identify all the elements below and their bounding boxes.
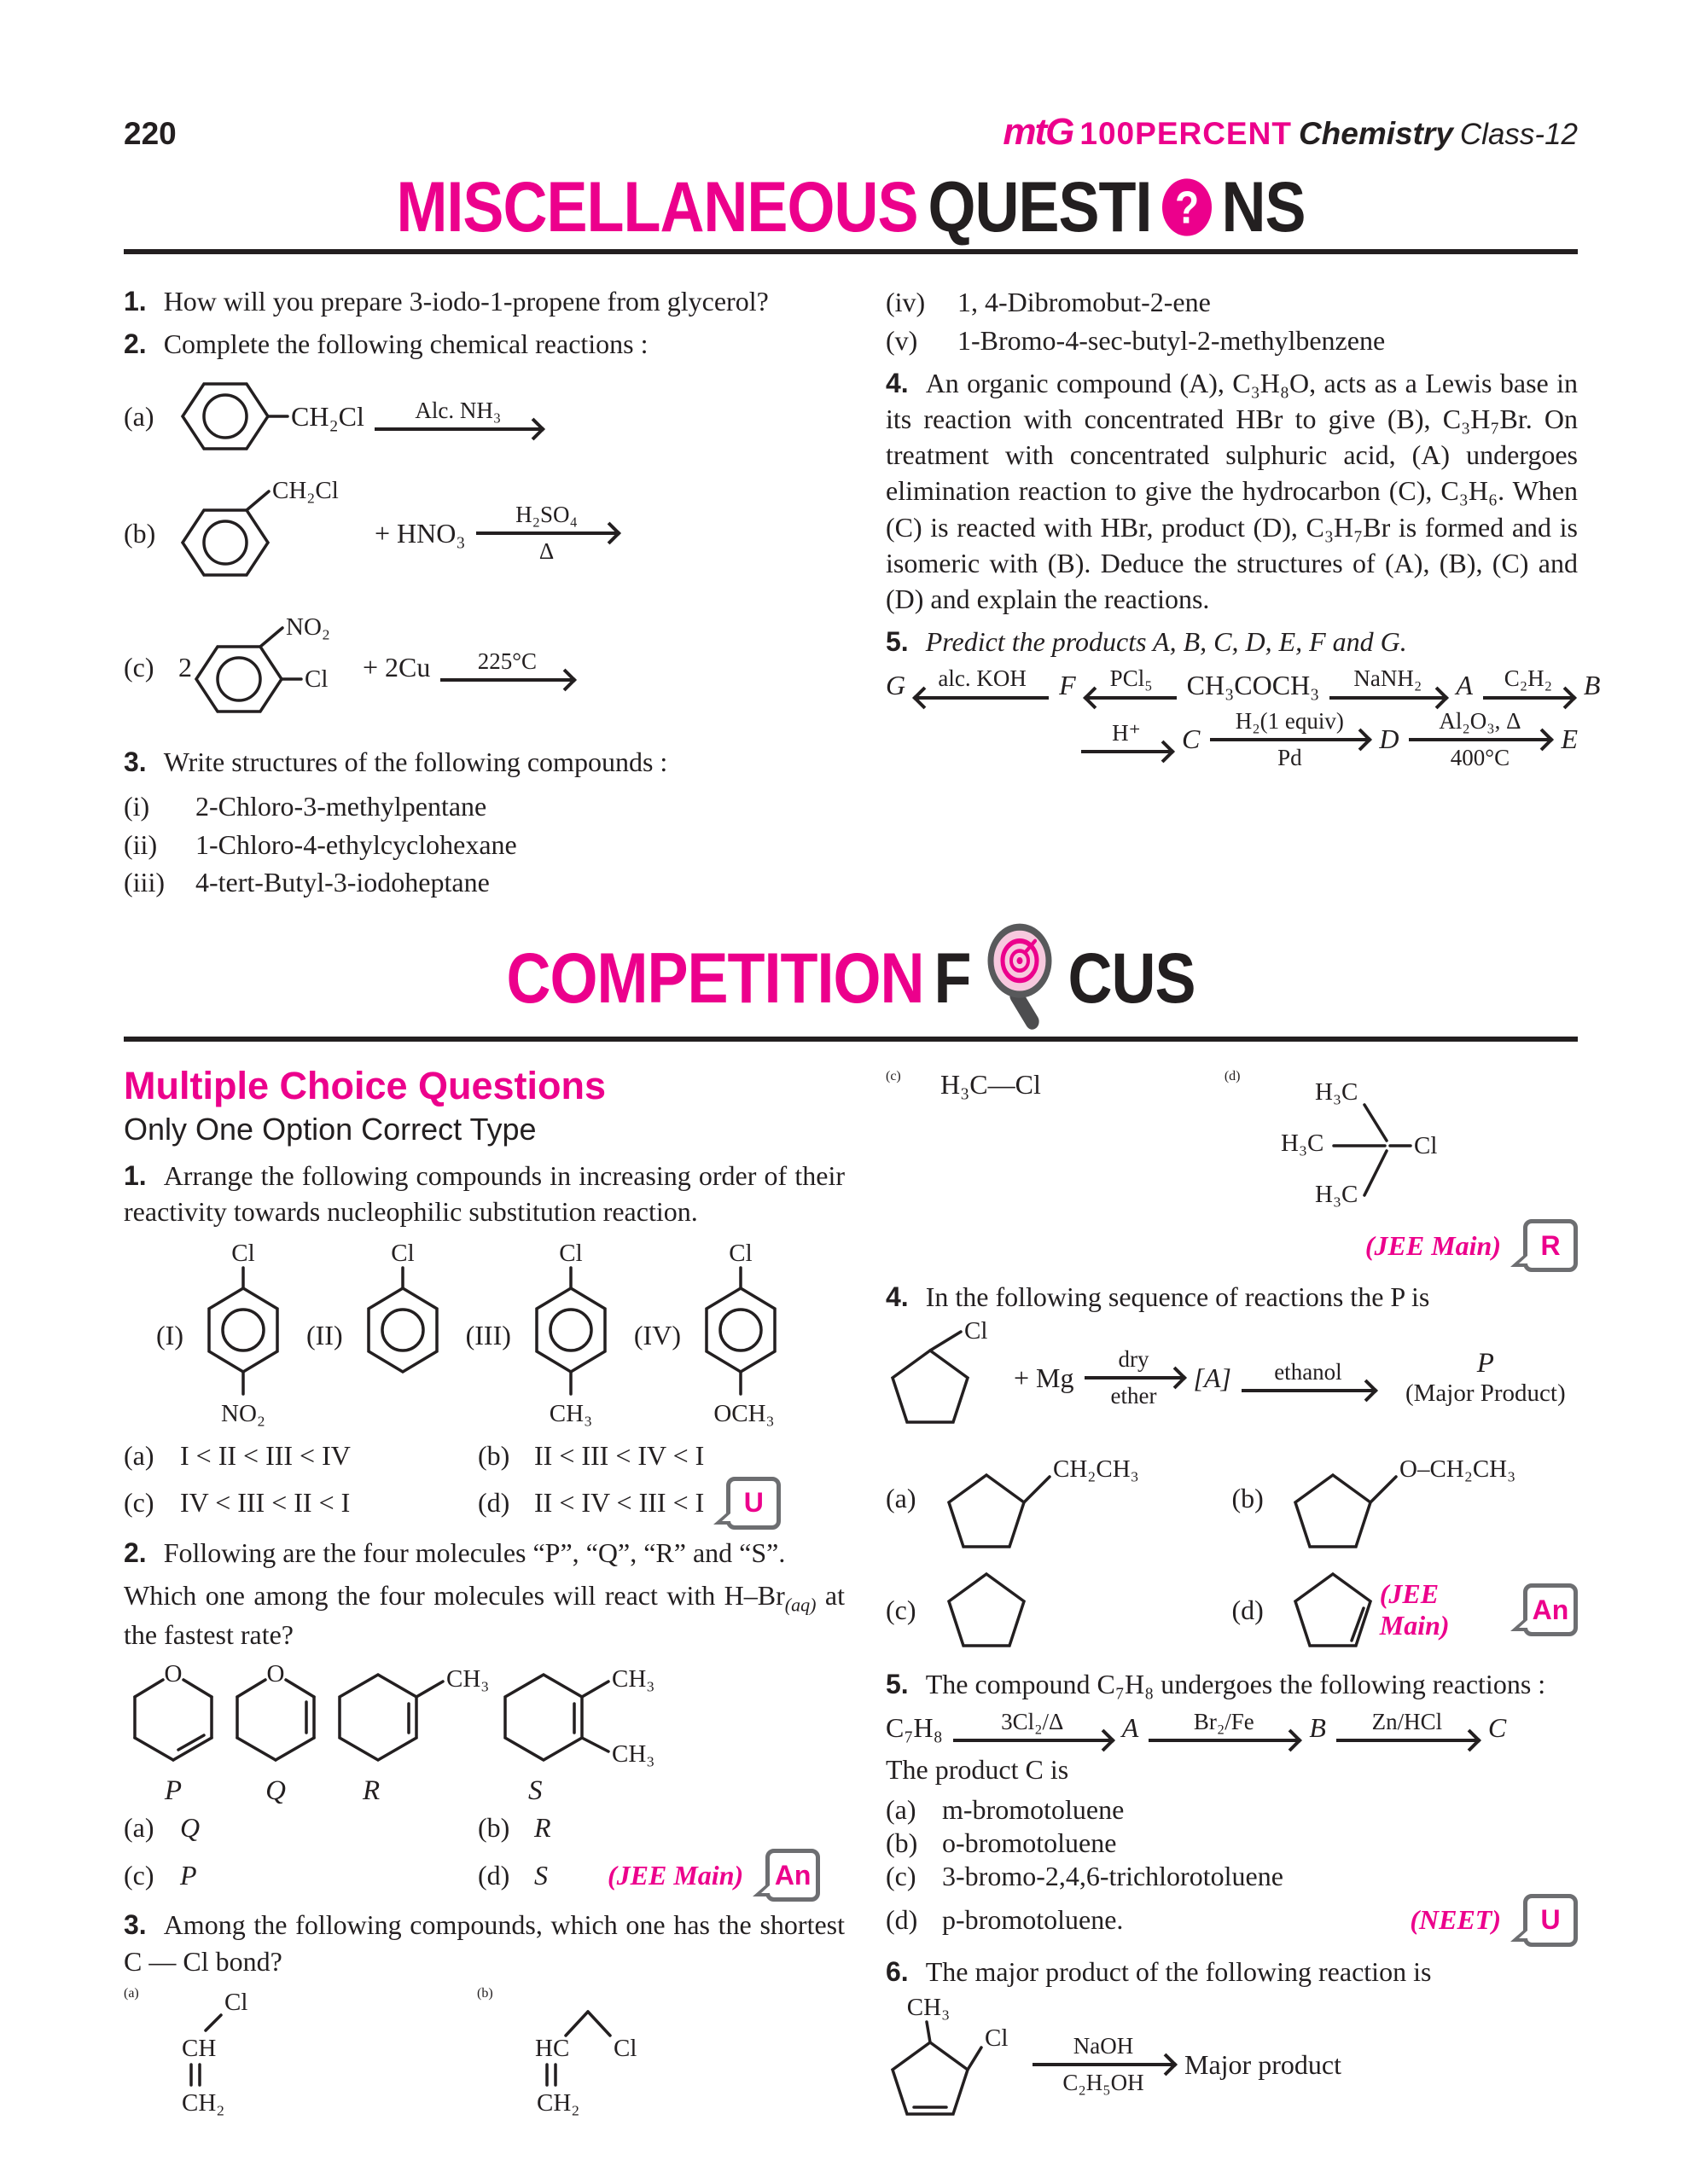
misc-title — [124, 166, 1578, 247]
product-a: A — [1121, 1711, 1139, 1743]
q-number: 1. — [124, 1160, 147, 1192]
reaction-arrow — [1079, 721, 1173, 758]
q-text: Among the following compounds, which one has the shortest C — Cl bond? — [124, 1909, 845, 1977]
mcq-subheading: Only One Option Correct Type — [124, 1112, 537, 1147]
analysis-badge: An — [1523, 1583, 1578, 1636]
atom-label: Cl — [224, 1988, 248, 2016]
subscript-aq: (aq) — [784, 1594, 817, 1616]
oxygen-label: O — [266, 1660, 285, 1688]
focus-title-pink: COMPETITION — [506, 938, 924, 1019]
start-compound: C₇H₈ — [886, 1711, 943, 1743]
item-label: (ii) — [124, 828, 158, 860]
misc-q3 — [124, 744, 845, 780]
reaction-arrow — [1031, 2034, 1176, 2095]
substituent-label: Cl — [305, 665, 329, 694]
q-text: Predict the products A, B, C, D, E, F and G. — [925, 626, 1407, 658]
q-text: The major product of the following reaction is — [925, 1955, 1432, 1987]
focus-q5-mid: The product C is — [886, 1753, 1069, 1785]
reaction-arrow — [1147, 1710, 1300, 1746]
focus-q3-structures — [124, 1986, 845, 2116]
option-c — [886, 1559, 1232, 1661]
focus-q2-options — [124, 1812, 845, 1902]
option-label: (b) — [886, 1827, 918, 1858]
q-number: 3. — [124, 1909, 147, 1941]
option-a — [124, 1812, 478, 1844]
focus-q4-reaction — [886, 1321, 1578, 1434]
mtg-logo: mtG — [1003, 111, 1073, 153]
exam-tag: (JEE Main) — [1379, 1578, 1450, 1641]
reaction-arrow — [439, 649, 575, 686]
arrow-reagent: alc. KOH — [938, 665, 1027, 692]
option-label: (c) — [886, 1860, 916, 1891]
substituent-label: CH₃ — [612, 1740, 655, 1769]
product-label: P — [1476, 1348, 1494, 1380]
exam-tag: (NEET) — [1410, 1904, 1501, 1936]
focus-q6 — [886, 1954, 1578, 1989]
product-e: E — [1561, 723, 1578, 755]
title-rule — [124, 249, 1578, 254]
focus-q3-tagrow — [886, 1219, 1578, 1272]
misc-q5 — [886, 624, 1578, 659]
arrow-condition: ether — [1110, 1383, 1157, 1409]
exam-tag: (JEE Main) — [608, 1859, 744, 1891]
option-text: P — [180, 1859, 197, 1891]
focus-title-f: F — [934, 938, 971, 1019]
misc-left-column — [124, 283, 845, 902]
option-d — [886, 1894, 1578, 1947]
vinyl-chloride-structure — [178, 1986, 358, 2116]
option-label: (d) — [1224, 1069, 1241, 1084]
misc-q3-item — [124, 787, 845, 826]
product-d: D — [1379, 723, 1399, 755]
misc-q3-item — [124, 826, 845, 864]
atom-label: Cl — [614, 2034, 637, 2062]
substituent-label: OCH₃ — [713, 1399, 775, 1427]
option-d — [478, 1849, 845, 1902]
q-number: 6. — [886, 1955, 909, 1987]
option-text: S — [534, 1859, 548, 1891]
substituent-label: Cl — [390, 1239, 415, 1267]
q-text: Write structures of the following compounds : — [163, 746, 668, 778]
misc-q4 — [886, 365, 1578, 618]
product-g: G — [886, 669, 906, 700]
product-note: (Major Product) — [1405, 1380, 1566, 1408]
misc-q1 — [124, 283, 845, 319]
reaction-arrow — [1328, 666, 1447, 703]
option-label: (c) — [886, 1594, 916, 1625]
question-mark-icon: ? — [1162, 178, 1212, 235]
coefficient: 2 — [178, 651, 192, 682]
misc-q5-chain-row1 — [886, 665, 1601, 703]
atom-label: CH₂ — [182, 2088, 225, 2116]
methylcyclohexene-structure — [329, 1659, 491, 1774]
focus-q5 — [886, 1666, 1578, 1702]
q-text: Complete the following chemical reactions : — [163, 328, 649, 360]
substituent-label: Cl — [729, 1239, 753, 1267]
dihydropyran-isomer-structure — [226, 1659, 325, 1774]
reaction-arrow — [951, 1710, 1114, 1746]
reaction-arrow — [1481, 666, 1575, 703]
misc-q2a-reaction — [124, 369, 845, 464]
misc-q2b-reaction — [124, 473, 845, 594]
q-text: An organic compound (A), C₃H₈O, acts as a Lewis base in its reaction with concentrated HBr to give (B), C₃H₇Br. On treatment with concentrated sulphuric acid, (A) undergoes elimination reaction to give the hydrocarbon (C), C₃H₆. When (C) is reacted with HBr, product (D), C₃H₇Br is formed and is isomeric with (B). Deduce the structures of (A), (B), (C) and (D) and explain the reactions. — [886, 367, 1578, 614]
option-label: (b) — [1231, 1482, 1264, 1513]
arrow-reagent: dry — [1118, 1346, 1149, 1373]
recall-badge: R — [1523, 1219, 1578, 1272]
misc-q2 — [124, 326, 845, 362]
reagent: + HNO₃ — [375, 517, 466, 549]
focus-q5-chain — [886, 1710, 1578, 1746]
misc-title-pink: MISCELLANEOUS — [396, 167, 918, 247]
atom-label: CH — [182, 2034, 217, 2062]
option-label: (c) — [124, 1487, 154, 1519]
item-label: (b) — [124, 517, 156, 549]
option-text: II < IV < III < I — [534, 1487, 705, 1519]
atom-label: H₃C — [1280, 1130, 1324, 1158]
chloroanisole-structure — [684, 1237, 812, 1435]
option-label: (c) — [124, 1859, 154, 1891]
chloro-methyl-cyclopentene-structure — [886, 1996, 1022, 2133]
product-b: B — [1309, 1711, 1326, 1743]
option-text: 3-bromo-2,4,6-trichlorotoluene — [942, 1860, 1283, 1891]
substituent-label: CH₃ — [612, 1665, 655, 1693]
intermediate-a: [A] — [1193, 1362, 1231, 1393]
option-text: R — [534, 1812, 551, 1844]
reaction-arrow — [373, 398, 544, 435]
reaction-arrow — [1208, 709, 1370, 770]
option-label: (a) — [886, 1482, 916, 1513]
option-text: m-bromotoluene — [942, 1793, 1125, 1825]
focus-q1 — [124, 1158, 845, 1229]
focus-q1-options — [124, 1440, 845, 1530]
substituent-label: Cl — [231, 1239, 255, 1267]
arrow-condition: Pd — [1277, 744, 1302, 770]
option-label: (a) — [124, 1985, 139, 2001]
item-text: 4-tert-Butyl-3-iodoheptane — [195, 867, 490, 898]
reaction-arrow — [1407, 709, 1552, 770]
atom-label: H₃C — [1314, 1078, 1358, 1107]
chlorocyclopentane-structure — [886, 1321, 1014, 1434]
focus-title-cus: CUS — [1067, 938, 1195, 1019]
q-number: 4. — [886, 367, 909, 398]
substituent-label: CH₂CH₃ — [1053, 1455, 1139, 1484]
substituent-label: CH₃ — [549, 1399, 593, 1427]
arrow-condition: 400°C — [1450, 744, 1510, 770]
item-label: (c) — [124, 651, 154, 682]
reaction-arrow — [1240, 1360, 1376, 1397]
option-label: (b) — [477, 1985, 493, 2001]
focus-q4 — [886, 1279, 1578, 1315]
option-text: o-bromotoluene — [942, 1827, 1117, 1858]
q-text: In the following sequence of reactions the P is — [925, 1281, 1430, 1313]
benzene-ring-structure — [178, 369, 291, 464]
q-number: 2. — [124, 1536, 147, 1568]
dihydropyran-structure — [124, 1659, 223, 1774]
option-c — [886, 1861, 1578, 1892]
substituent-label: CH₃ — [446, 1665, 490, 1693]
option-label: (b) — [478, 1812, 510, 1844]
brand-percent: 100PERCENT — [1079, 116, 1292, 151]
reaction-arrow-left — [914, 666, 1050, 703]
product-b: B — [1583, 669, 1601, 700]
misc-q3-item — [124, 863, 845, 902]
ethylcyclopentane-structure — [942, 1443, 1155, 1554]
chloronitrobenzene-structure — [192, 602, 363, 732]
option-d — [1232, 1559, 1579, 1661]
substituent-label: NO₂ — [286, 613, 330, 642]
item-label: (v) — [886, 324, 918, 356]
reagent: + 2Cu — [363, 651, 431, 682]
arrow-reagent: H₂(1 equiv) — [1235, 707, 1344, 734]
item-text: 1, 4-Dibromobut-2-ene — [957, 287, 1211, 317]
option-text: II < III < IV < I — [534, 1439, 705, 1471]
structure-II — [306, 1237, 461, 1435]
reaction-arrow-left — [1085, 666, 1178, 703]
misc-right-column — [886, 283, 1601, 902]
product-p — [1405, 1348, 1566, 1408]
analysis-badge: An — [765, 1849, 820, 1902]
option-text: I < II < III < IV — [180, 1439, 351, 1471]
option-c — [124, 1477, 478, 1530]
q-text: Following are the four molecules “P”, “Q”, “R” and “S”. — [163, 1536, 786, 1568]
structure-P — [124, 1659, 223, 1807]
substituent-label: CH₃ — [906, 1996, 951, 2022]
item-text: 1-Bromo-4-sec-butyl-2-methylbenzene — [957, 324, 1386, 356]
arrow-reagent: Br₂/Fe — [1193, 1708, 1254, 1734]
page-header — [124, 111, 1578, 154]
exam-tag: (JEE Main) — [1364, 1229, 1501, 1261]
page-number: 220 — [124, 116, 177, 151]
structure-label: (II) — [305, 1320, 343, 1351]
mcq-heading: Multiple Choice Questions — [124, 1064, 607, 1108]
misc-q3-item — [886, 322, 1578, 360]
cyclopentene-structure — [1289, 1559, 1380, 1661]
q-text: The compound C₇H₈ undergoes the following reactions : — [925, 1669, 1546, 1700]
reaction-arrow — [1083, 1347, 1185, 1409]
reagent: + Mg — [1014, 1362, 1074, 1393]
structure-label: (III) — [465, 1320, 511, 1351]
arrow-reagent: H⁺ — [1112, 720, 1141, 746]
misc-q2c-reaction — [124, 602, 845, 732]
arrow-reagent: PCl₅ — [1109, 665, 1153, 692]
reaction-arrow — [474, 502, 620, 564]
option-label: (a) — [124, 1812, 154, 1844]
misc-title-black1: QUESTI — [928, 167, 1152, 247]
focus-right-column — [886, 1064, 1578, 2141]
option-a — [886, 1794, 1578, 1826]
product-f: F — [1059, 669, 1076, 700]
dimethylcyclohexene-structure — [494, 1659, 661, 1774]
structure-label: (I) — [156, 1320, 183, 1351]
reaction-arrow — [1335, 1710, 1480, 1746]
substituent-label: O–CH₂CH₃ — [1399, 1455, 1515, 1484]
arrow-reagent: Zn/HCl — [1371, 1708, 1443, 1734]
understanding-badge: U — [726, 1477, 781, 1530]
substituent-label: Cl — [964, 1321, 988, 1345]
q-number: 3. — [124, 746, 147, 778]
substituent-label: CH₂Cl — [272, 477, 339, 505]
q-number: 1. — [124, 286, 147, 317]
allyl-chloride-structure — [532, 1986, 719, 2116]
q-text: Arrange the following compounds in increasing order of their reactivity towards nucleophilic substitution reaction. — [124, 1160, 845, 1228]
option-b — [886, 1827, 1578, 1859]
cyclopentane-structure — [942, 1559, 1053, 1661]
chlorobenzene-structure — [346, 1237, 461, 1435]
option-b — [478, 1812, 845, 1844]
focus-title — [124, 919, 1578, 1037]
chlorotoluene-structure — [515, 1237, 629, 1435]
molecule-label: R — [363, 1775, 381, 1807]
option-label: (b) — [478, 1439, 510, 1471]
brand-class: Class-12 — [1459, 118, 1578, 151]
substituent-label: NO₂ — [220, 1399, 265, 1427]
q-number: 5. — [886, 1669, 909, 1700]
arrow-reagent: ethanol — [1274, 1358, 1342, 1385]
option-a — [124, 1440, 478, 1472]
molecule-label: P — [164, 1775, 183, 1807]
focus-q2-text2 — [124, 1577, 845, 1653]
misc-q3-item — [886, 283, 1578, 322]
q-number: 2. — [124, 328, 147, 360]
structure-III — [466, 1237, 629, 1435]
product-c: C — [1182, 723, 1201, 755]
arrow-reagent: 3Cl₂/Δ — [1001, 1708, 1064, 1734]
arrow-reagent: NaNH₂ — [1353, 665, 1422, 692]
structure-IV — [634, 1237, 812, 1435]
focus-q6-reaction — [886, 1996, 1578, 2133]
structure-I — [156, 1237, 301, 1435]
item-label: (iv) — [886, 287, 926, 317]
brand-subject: Chemistry — [1298, 116, 1453, 151]
atom-label: Cl — [1413, 1132, 1438, 1160]
chlorobenzene-no2-structure — [187, 1237, 301, 1435]
formula: CH₂Cl — [291, 400, 364, 432]
option-label: (a) — [886, 1793, 916, 1825]
option-label: (a) — [124, 1439, 154, 1471]
benzyl-chloride-structure — [178, 473, 375, 594]
ethoxycyclopentane-structure — [1289, 1443, 1527, 1554]
option-b — [478, 1440, 845, 1472]
q-number: 5. — [886, 626, 909, 658]
tert-butyl-chloride-structure — [1279, 1069, 1467, 1214]
focus-section — [124, 1064, 1578, 2141]
focus-q3 — [124, 1907, 845, 1978]
molecule-label: S — [528, 1775, 543, 1807]
product-c: C — [1487, 1711, 1507, 1743]
understanding-badge: U — [1523, 1894, 1578, 1947]
item-text: 1-Chloro-4-ethylcyclohexane — [195, 828, 517, 860]
start-compound: CH₃COCH₃ — [1186, 669, 1320, 700]
q-text: Which one among the four molecules will react with H–Br — [124, 1579, 785, 1611]
structure-Q — [226, 1659, 325, 1807]
arrow-reagent: Alc. NH₃ — [415, 397, 502, 423]
focus-left-column — [124, 1064, 845, 2141]
methyl-chloride-formula: H₃C—Cl — [940, 1069, 1041, 1101]
item-text: 2-Chloro-3-methylpentane — [195, 790, 487, 822]
option-b — [1232, 1443, 1579, 1554]
arrow-reagent: Al₂O₃, Δ — [1439, 707, 1521, 734]
oxygen-label: O — [164, 1660, 183, 1688]
arrow-reagent: NaOH — [1073, 2033, 1134, 2059]
arrow-condition: 225°C — [477, 648, 538, 674]
item-label: (i) — [124, 790, 150, 822]
focus-q2 — [124, 1535, 845, 1571]
arrow-reagent: H₂SO₄ — [515, 502, 578, 528]
option-text: p-bromotoluene. — [942, 1904, 1124, 1936]
structure-label: (IV) — [633, 1320, 681, 1351]
option-text: Q — [180, 1812, 201, 1844]
option-label: (d) — [478, 1487, 510, 1519]
misc-section — [124, 283, 1601, 902]
product-a: A — [1456, 669, 1473, 700]
item-label: (iii) — [124, 867, 165, 898]
atom-label: H₃C — [1314, 1181, 1358, 1209]
option-label: (c) — [886, 1069, 901, 1084]
q-number: 4. — [886, 1281, 909, 1313]
structure-R — [329, 1659, 491, 1807]
option-label: (d) — [478, 1859, 510, 1891]
option-label: (d) — [1231, 1594, 1264, 1625]
misc-title-black2: NS — [1221, 167, 1306, 247]
focus-q2-structures — [124, 1659, 845, 1807]
q-text: How will you prepare 3-iodo-1-propene from glycerol? — [163, 286, 769, 317]
item-label: (a) — [124, 400, 154, 432]
option-d — [478, 1477, 845, 1530]
arrow-condition: Δ — [538, 538, 555, 565]
product-text: Major product — [1184, 2048, 1341, 2080]
substituent-label: Cl — [985, 2024, 1009, 2053]
q-text: at the fastest rate? — [124, 1579, 846, 1651]
option-c — [124, 1849, 478, 1902]
arrow-condition: C₂H₅OH — [1062, 2070, 1144, 2096]
focus-q4-options — [886, 1443, 1578, 1661]
option-label: (d) — [886, 1904, 918, 1936]
molecule-label: Q — [265, 1775, 286, 1807]
atom-label: CH₂ — [537, 2088, 580, 2116]
misc-q5-chain-row2 — [886, 709, 1578, 770]
substituent-label: Cl — [559, 1239, 583, 1267]
focus-q1-structures — [124, 1237, 845, 1435]
magnifier-target-icon — [982, 919, 1056, 1037]
structure-S — [494, 1659, 661, 1807]
brand — [1003, 111, 1578, 154]
option-text: IV < III < II < I — [180, 1487, 351, 1519]
atom-label: HC — [535, 2034, 570, 2062]
option-a — [886, 1443, 1232, 1554]
focus-q3-options-cd — [886, 1069, 1578, 1214]
arrow-reagent: C₂H₂ — [1504, 665, 1553, 692]
